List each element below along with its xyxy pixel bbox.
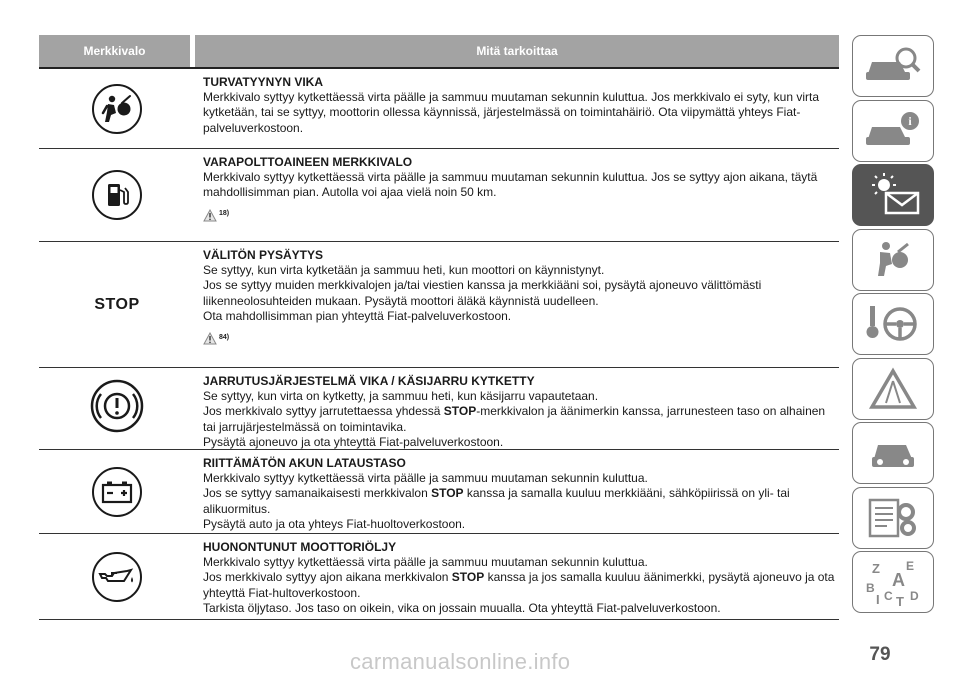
row-title: HUONONTUNUT MOOTTORIÖLJY <box>203 540 397 554</box>
svg-text:i: i <box>908 113 912 128</box>
seat-airbag-icon <box>862 238 924 282</box>
warning-lights-table <box>39 35 839 620</box>
index-letter: B <box>866 581 875 595</box>
page-number: 79 <box>869 644 891 665</box>
note-reference[interactable] <box>203 330 839 345</box>
tab-maintenance[interactable] <box>852 422 934 484</box>
index-letter: I <box>876 592 880 607</box>
row-description: Merkkivalo syttyy kytkettäessä virta päälle ja sammuu muutaman sekunnin kuluttua. <box>203 471 648 486</box>
airbag-warning-icon <box>92 84 142 134</box>
table-row <box>39 149 839 242</box>
row-description: Se syttyy, kun virta kytketään ja sammuu heti, kun moottori on käynnistynyt. <box>203 263 605 278</box>
tab-warning-lights[interactable] <box>852 164 934 226</box>
note-number: 84) <box>219 333 230 341</box>
row-description: Ota mahdollisimman pian yhteyttä Fiat-palveluverkostoon. <box>203 308 512 323</box>
row-description: Jos se syttyy muiden merkkivalojen ja/tai viestien kanssa ja merkkiääni soi, pysäytä ajoneuvo välittömästi liikenneolosuhteiden mukaan. Pysäytä moottori äläkä käynnistä uudelleen. <box>203 278 762 308</box>
header-meaning: Mitä tarkoittaa <box>195 35 839 67</box>
alphabetical-index-icon <box>862 556 924 608</box>
index-letter: C <box>884 589 893 603</box>
row-title: RIITTÄMÄTÖN AKUN LATAUSTASO <box>203 456 406 470</box>
specifications-gear-icon <box>862 494 924 542</box>
index-letter: D <box>910 589 919 603</box>
row-description: Pysäytä auto ja ota yhteys Fiat-huoltoverkostoon. <box>203 516 466 531</box>
row-description: Merkkivalo syttyy kytkettäessä virta päälle ja sammuu muutaman sekunnin kuluttua. Jos se syttyy ajon aikana, täytä mahdollisimman pian. Autolla voi ajaa vielä noin 50 km. <box>203 170 818 200</box>
table-row <box>39 69 839 149</box>
row-title: VÄLITÖN PYSÄYTYS <box>203 248 324 262</box>
stop-icon <box>87 290 147 320</box>
car-breakdown-icon <box>862 431 924 475</box>
index-letter: T <box>896 594 904 608</box>
index-letter: A <box>892 570 905 590</box>
table-row <box>39 368 839 450</box>
car-search-icon <box>862 44 924 88</box>
key-steering-wheel-icon <box>862 300 924 348</box>
watermark: carmanualsonline.info <box>350 649 571 674</box>
warning-light-message-icon <box>862 171 924 219</box>
warning-triangle-icon <box>203 332 217 345</box>
table-row <box>39 242 839 368</box>
index-letter: Z <box>872 561 880 576</box>
row-description: Se syttyy, kun virta on kytketty, ja sammuu heti, kun käsijarru vapautetaan. <box>203 389 599 404</box>
row-description: Merkkivalo syttyy kytkettäessä virta päälle ja sammuu muutaman sekunnin kuluttua. Jos merkkivalo ei syty, kun virta kytketään, tai se syttyy, moottorin ollessa käynnissä, järjestelmässä on toimintahäiriö. Ota viipymättä yhteys Fiat-palveluverkostoon. <box>203 90 820 135</box>
tab-starting-driving[interactable] <box>852 293 934 355</box>
tab-safety[interactable] <box>852 229 934 291</box>
header-warning-light: Merkkivalo <box>39 35 190 67</box>
row-description: Merkkivalo syttyy kytkettäessä virta päälle ja sammuu muutaman sekunnin kuluttua. <box>203 555 648 570</box>
note-reference[interactable] <box>203 207 839 222</box>
tab-technical-data[interactable] <box>852 487 934 549</box>
tab-index[interactable] <box>852 551 934 613</box>
tab-car-search[interactable] <box>852 35 934 97</box>
row-description: Jos merkkivalo syttyy ajon aikana merkkivalon STOP kanssa ja jos samalla kuuluu äänimerkki, pysäytä ajoneuvo ja ota yhteyttä Fiat-hultoverkostoon. <box>203 570 835 600</box>
stop-label: STOP <box>94 295 140 313</box>
battery-icon <box>92 467 142 517</box>
tab-car-info[interactable] <box>852 100 934 162</box>
row-description: Tarkista öljytaso. Jos taso on oikein, vika on jossain muualla. Ota yhteyttä Fiat-palveluverkostoon. <box>203 600 721 615</box>
fuel-pump-icon <box>92 170 142 220</box>
brake-warning-icon <box>89 379 145 438</box>
note-number: 18) <box>219 210 230 218</box>
warning-triangle-icon <box>203 209 217 222</box>
table-row <box>39 450 839 534</box>
row-title: JARRUTUSJÄRJESTELMÄ VIKA / KÄSIJARRU KYTKETTY <box>203 374 535 388</box>
table-header <box>39 35 839 69</box>
row-description: Jos merkkivalo syttyy jarrutettaessa yhdessä STOP-merkkivalon ja äänimerkin kanssa, jarrunesteen taso on alhainen tai jarrujärjestelmässä on toimintavika. <box>203 404 826 434</box>
chapter-tabs <box>852 35 934 616</box>
row-description: Pysäytä ajoneuvo ja ota yhteyttä Fiat-palveluverkostoon. <box>203 434 504 449</box>
road-warning-triangle-icon <box>862 365 924 413</box>
row-title: VARAPOLTTOAINEEN MERKKIVALO <box>203 155 413 169</box>
row-title: TURVATYYNYN VIKA <box>203 75 324 89</box>
tab-emergency[interactable] <box>852 358 934 420</box>
table-row <box>39 534 839 620</box>
oil-pressure-icon <box>92 552 142 602</box>
row-description: Jos se syttyy samanaikaisesti merkkivalon STOP kanssa ja samalla kuuluu merkkiääni, sähköpiirissä on yli- tai alikuormitus. <box>203 486 790 516</box>
index-letter: E <box>906 559 915 573</box>
car-info-icon <box>862 109 924 153</box>
